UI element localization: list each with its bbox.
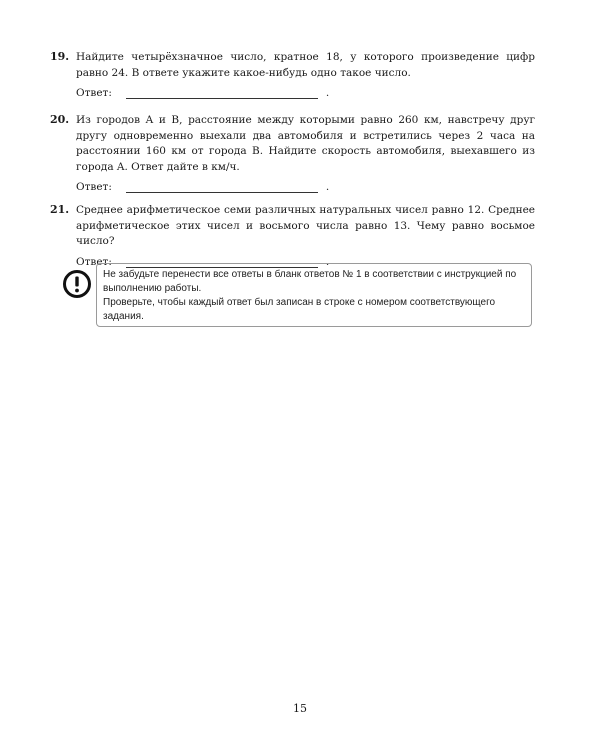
- task-20: [50, 113, 535, 193]
- answer-end: .: [325, 255, 330, 268]
- task-number: 19.: [50, 50, 70, 63]
- task-number: 21.: [50, 203, 70, 216]
- task-number: 20.: [50, 113, 70, 126]
- task-text: Среднее арифметическое семи различных натуральных чисел равно 12. Среднее арифметическое этих чисел и восьмого числа равно 13. Чему равно восьмое число?: [76, 204, 535, 247]
- notice-text-2: Проверьте, чтобы каждый ответ был записан в строке с номером соответствующего задания.: [103, 297, 496, 322]
- notice-box: [96, 263, 532, 327]
- answer-label: Ответ:: [76, 255, 112, 268]
- answer-label: Ответ:: [76, 87, 112, 99]
- answer-row: [76, 87, 535, 99]
- answer-field[interactable]: [126, 181, 318, 193]
- answer-row: [76, 181, 535, 193]
- page-number: 15: [293, 702, 307, 715]
- answer-field[interactable]: [126, 87, 318, 99]
- task-19: [50, 50, 535, 99]
- answer-end: .: [325, 181, 330, 193]
- task-text: Из городов A и B, расстояние между которыми равно 260 км, навстречу друг другу одновременно выехали два автомобиля и встретились через 2 часа на расстоянии 160 км от города B. Найдите скорость автомобиля, выехавшего из города A. Ответ дайте в км/ч.: [76, 114, 535, 173]
- exclamation-circle-icon: [62, 269, 92, 299]
- answer-label: Ответ:: [76, 181, 112, 193]
- task-21: [50, 203, 535, 268]
- answer-end: .: [325, 87, 330, 99]
- notice-text-1: Не забудьте перенести все ответы в бланк ответов № 1 в соответствии с инструкцией по выполнению работы.: [103, 269, 517, 294]
- task-text: Найдите четырёхзначное число, кратное 18, у которого произведение цифр равно 24. В ответе укажите какое-нибудь одно такое число.: [76, 51, 535, 79]
- notice: [52, 263, 532, 327]
